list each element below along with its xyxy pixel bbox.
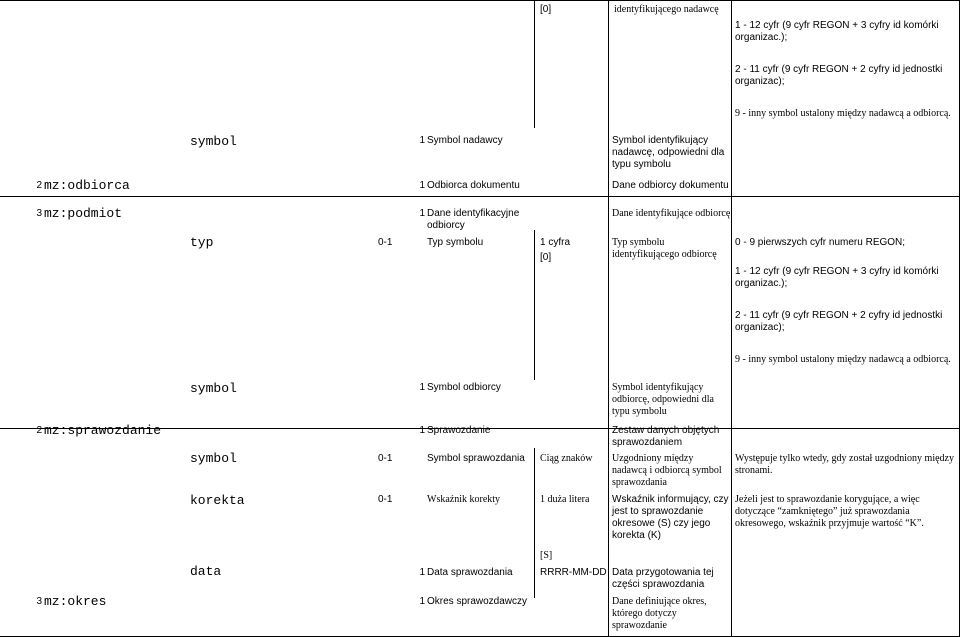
- occurrence: 1: [419, 567, 425, 578]
- element-description: Zestaw danych objętych sprawozdaniem: [612, 425, 720, 448]
- option-text: 9 - inny symbol ustalony między nadawcą a odbiorcą.: [735, 354, 951, 365]
- choice-bracket: [0]: [540, 252, 552, 263]
- column-divider: [608, 196, 609, 428]
- option-text: 1 - 12 cyfr (9 cyfr REGON + 3 cyfry id komórki organizac.);: [735, 266, 939, 289]
- column-divider: [534, 0, 535, 128]
- element-name: mz:sprawozdanie: [44, 423, 162, 438]
- value-format: Ciąg znaków: [540, 453, 593, 464]
- option-text: 1 - 12 cyfr (9 cyfr REGON + 3 cyfry id komórki organizac.);: [735, 20, 939, 43]
- element-notes: Jeżeli jest to sprawozdanie korygujące, a więc dotyczące “zamkniętego” już sprawozdania okresowego, wskaźnik przyjmuje wartość “K”.: [735, 494, 924, 529]
- option-text: 9 - inny symbol ustalony między nadawcą a odbiorcą.: [735, 108, 951, 119]
- element-index: 2: [36, 425, 42, 436]
- value-format: 1 duża litera: [540, 494, 590, 505]
- element-description: Symbol identyfikujący odbiorcę, odpowiedni dla typu symbolu: [612, 382, 714, 417]
- column-divider: [731, 428, 732, 636]
- element-description: Wskaźnik informujący, czy jest to sprawozdanie okresowe (S) czy jego korekta (K): [612, 494, 729, 541]
- element-label: Sprawozdanie: [427, 425, 491, 436]
- element-name: mz:podmiot: [44, 206, 123, 221]
- element-label: Wskaźnik korekty: [427, 494, 501, 505]
- value-format: 1 cyfra: [540, 237, 571, 248]
- element-index: 2: [36, 180, 42, 191]
- option-text: 2 - 11 cyfr (9 cyfr REGON + 2 cyfry id jednostki organizac);: [735, 64, 943, 87]
- choice-bracket: [S]: [540, 550, 553, 561]
- element-label: Symbol nadawcy: [427, 135, 503, 146]
- element-notes: Występuje tylko wtedy, gdy został uzgodniony między stronami.: [735, 453, 954, 476]
- occurrence: 0-1: [378, 494, 393, 505]
- option-text: 2 - 11 cyfr (9 cyfr REGON + 2 cyfry id jednostki organizac);: [735, 310, 943, 333]
- row-divider: [0, 0, 960, 1]
- choice-bracket: [0]: [540, 4, 552, 15]
- element-description: Typ symbolu identyfikującego odbiorcę: [612, 237, 717, 260]
- element-label: Dane identyfikacyjne odbiorcy: [427, 208, 520, 231]
- element-label: Symbol sprawozdania: [427, 453, 525, 464]
- element-label: Odbiorca dokumentu: [427, 180, 520, 191]
- value-format: RRRR-MM-DD: [540, 567, 607, 578]
- option-text: 0 - 9 pierwszych cyfr numeru REGON;: [735, 237, 906, 248]
- element-label: Typ symbolu: [427, 237, 484, 248]
- element-name: data: [190, 564, 222, 579]
- column-divider: [608, 0, 609, 196]
- occurrence: 1: [419, 425, 425, 436]
- element-name: mz:okres: [44, 594, 107, 609]
- occurrence: 1: [419, 180, 425, 191]
- element-description: Dane odbiorcy dokumentu: [612, 180, 729, 191]
- column-divider: [608, 428, 609, 636]
- column-divider: [731, 196, 732, 428]
- element-description: Data przygotowania tej części sprawozdania: [612, 567, 714, 590]
- occurrence: 1: [419, 208, 425, 219]
- element-description: Symbol identyfikujący nadawcę, odpowiedni dla typu symbolu: [612, 135, 725, 170]
- element-name: mz:odbiorca: [44, 178, 130, 193]
- row-divider: [0, 196, 960, 197]
- element-label: Okres sprawozdawczy: [427, 596, 528, 607]
- element-index: 3: [36, 596, 42, 607]
- element-name: symbol: [190, 134, 237, 149]
- element-index: 3: [36, 208, 42, 219]
- element-description: Uzgodniony między nadawcą i odbiorcą symbol sprawozdania: [612, 453, 722, 488]
- element-name: korekta: [190, 493, 245, 508]
- element-description: Dane definiujące okres, którego dotyczy sprawozdanie: [612, 596, 707, 631]
- column-divider: [534, 448, 535, 598]
- column-divider: [731, 0, 732, 196]
- element-description: Dane identyfikujące odbiorcę: [612, 208, 731, 219]
- occurrence: 0-1: [378, 453, 393, 464]
- element-name: symbol: [190, 381, 237, 396]
- occurrence: 1: [419, 596, 425, 607]
- element-label: Symbol odbiorcy: [427, 382, 501, 393]
- occurrence: 0-1: [378, 237, 393, 248]
- column-divider: [534, 230, 535, 380]
- occurrence: 1: [419, 135, 425, 146]
- element-name: symbol: [190, 451, 237, 466]
- occurrence: 1: [419, 382, 425, 393]
- element-name: typ: [190, 235, 214, 250]
- element-label: Data sprawozdania: [427, 567, 513, 578]
- type-description: identyfikującego nadawcę: [614, 4, 719, 15]
